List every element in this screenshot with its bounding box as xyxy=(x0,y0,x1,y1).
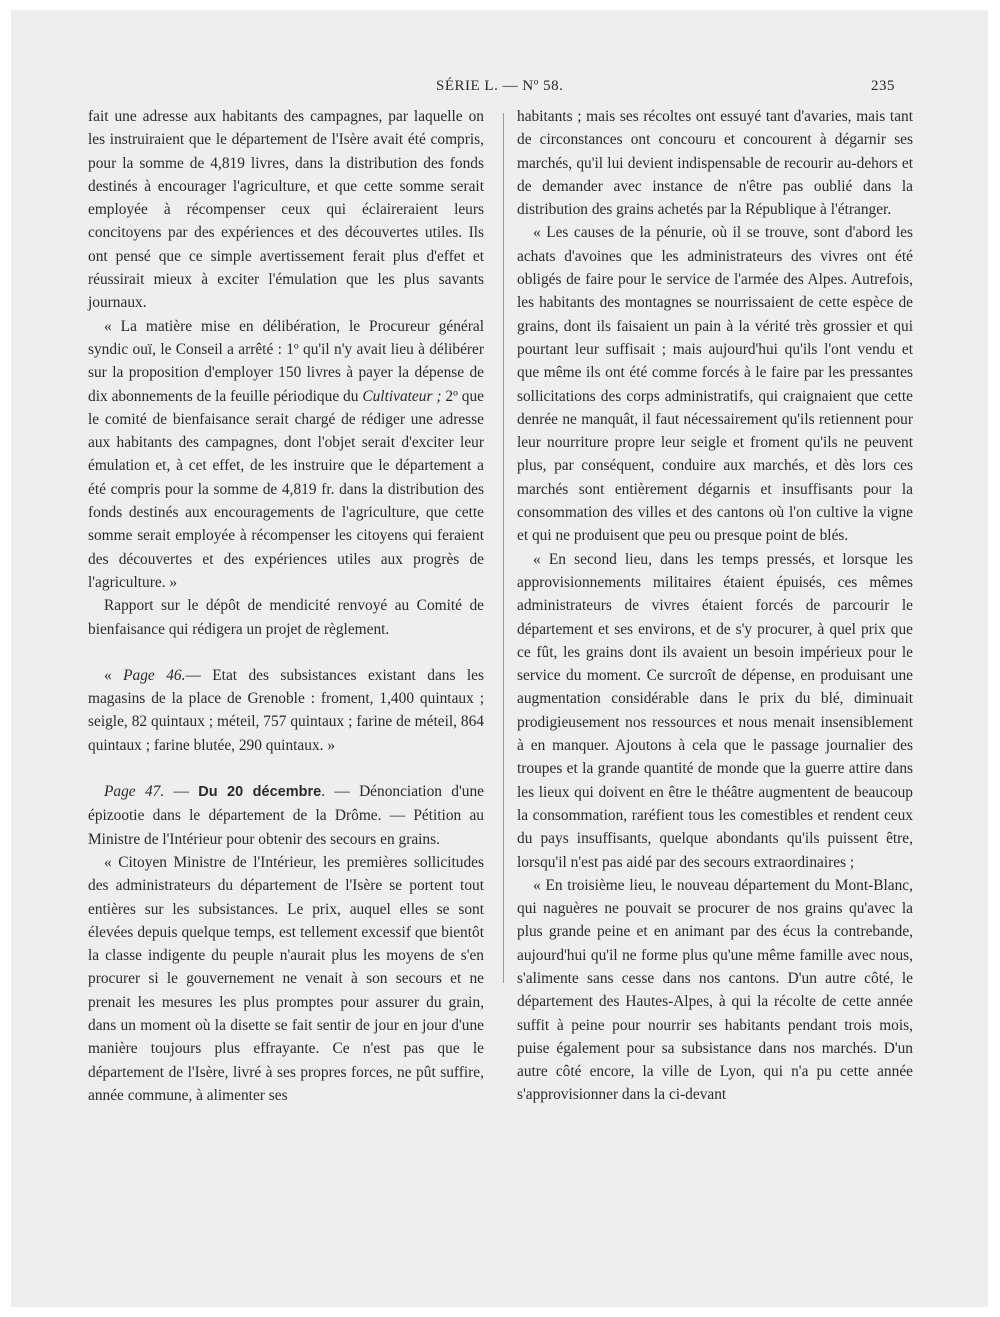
page-reference: Page 47. xyxy=(104,783,165,801)
paragraph xyxy=(88,780,484,851)
text-run: . — Dénonciation d'une épizootie dans le département de la Drôme. — Pétition au Ministre de l'Intérieur pour obtenir des secours en grains. xyxy=(88,783,484,848)
left-column xyxy=(88,105,484,1107)
text-run: « La matière mise en délibération, le Procureur général syndic ouï, le Conseil a arrêté : 1º qu'il n'y avait lieu à délibérer sur la proposition d'employer 150 livres à payer la dépense de dix abonnements de la feuille périodique du xyxy=(88,317,484,405)
page-number: 235 xyxy=(871,78,895,94)
paragraph: Rapport sur le dépôt de mendicité renvoyé au Comité de bienfaisance qui rédigera un projet de règlement. xyxy=(88,597,484,638)
text-run: 2º que le comité de bienfaisance serait chargé de rédiger une adresse aux habitants des campagnes, dont l'objet serait d'exciter leur émulation et, à cet effet, de les instruire que le département a été compris pour la somme de 4,819 fr. dans la distribution des fonds destinés aux encouragements de l'agriculture, que cette somme serait employée à récompenser les citoyens qui feraient des découvertes et des expériences utiles aux progrès de l'agriculture. » xyxy=(88,387,484,591)
text-run: — Etat des subsistances existant dans les magasins de la place de Grenoble : froment, 1,400 quintaux ; seigle, 82 quintaux ; méteil, 757 quintaux ; farine de méteil, 864 quintaux ; farine blutée, 290 quintaux. » xyxy=(88,666,484,754)
text-run: « xyxy=(104,666,124,684)
paragraph: « En troisième lieu, le nouveau département du Mont-Blanc, qui naguères ne pouvait se procurer de nos grains qu'avec la plus grande peine et en animant par des écus la contrebande, aujourd'hui qu'il ne forme plus qu'une même famille avec nous, s'alimente sans cesse dans nos cantons. D'un autre côté, le département des Hautes-Alpes, à qui la récolte de cette année suffit à peine pour nourrir ses habitants pendant trois mois, puise également pour sa subsistance dans nos marchés. D'un autre côté encore, la ville de Lyon, qui n'a pu cette année s'approvisionner dans la ci-devant xyxy=(517,876,913,1104)
running-title: SÉRIE L. — Nº 58. xyxy=(436,78,564,94)
paragraph: « En second lieu, dans les temps pressés, et lorsque les approvisionnements militaires étaient épuisés, ces mêmes administrateurs de vivres étaient forcés de parcourir le département et ses environs, et de s'y procurer, à quel prix que ce fût, les grains dont ils avaient un besoin impérieux pour le service du moment. Ce surcroît de dépense, en produisant une augmentation considérable dans le prix du blé, diminuait prodigieusement nos ressources et nous menait insensiblement à en manquer. Ajoutons à cela que le passage journalier des troupes et la grande quantité de monde que la guerre attire dans les lieux qui doivent en être le théâtre augmentent de beaucoup la consommation, raréfient tous les comestibles et rendent ceux du pays insuffisants, quelque abondants qu'ils puissent être, lorsqu'il n'est pas aidé par des secours extraordinaires ; xyxy=(517,550,913,871)
paragraph: « Citoyen Ministre de l'Intérieur, les premières sollicitudes des administrateurs du département de l'Isère se portent tout entières sur les subsistances. Le prix, auquel elles se sont élevées depuis quelque temps, est tellement excessif que bientôt la classe indigente du peuple n'aurait plus les moyens de s'en procurer si le gouvernement ne venait à son secours et ne prenait les mesures les plus promptes pour assurer du grain, dans un moment où la disette se fait sentir de jour en jour d'une manière toujours plus effrayante. Ce n'est pas que le département de l'Isère, livré à ses propres forces, ne pût suffire, année commune, à alimenter ses xyxy=(88,853,484,1104)
column-divider xyxy=(503,113,504,983)
paragraph xyxy=(88,315,484,595)
paragraph xyxy=(88,664,484,757)
date-heading: Du 20 décembre xyxy=(198,784,322,801)
italic-title: Cultivateur ; xyxy=(362,387,442,405)
text-run: — xyxy=(164,783,199,801)
paragraph: « Les causes de la pénurie, où il se trouve, sont d'abord les achats d'avoines que les administrateurs des vivres ont été obligés de faire pour le service de l'armée des Alpes. Autrefois, les habitants des montagnes se nourrissaient de cette espèce de grains, dont ils faisaient un pain à la vérité très grossier et qui pourtant leur suffisait ; mais aujourd'hui qu'ils l'ont vendu et que même ils ont été comme forcés à le faire par les pressantes sollicitations des corps administratifs, qui craignaient que cette denrée ne manquât, il faut nécessairement qu'ils retiennent pour leur nourriture propre leur seigle et froment qu'ils ne peuvent plus, par conséquent, conduire aux marchés, et dès lors ces marchés sont entièrement dégarnis et insuffisants pour la consommation des villes et des cantons où l'on cultive la vigne et qui ne produisent que peu ou presque point de blés. xyxy=(517,224,913,545)
right-column xyxy=(517,105,913,1107)
scanned-page xyxy=(11,10,988,1307)
paragraph: fait une adresse aux habitants des campagnes, par laquelle on les instruiraient que le département de l'Isère avait été compris, pour la somme de 4,819 livres, dans la distribution des fonds destinés à encourager l'agriculture, et que cette somme serait employée à récompenser ceux qui éclaireraient leurs concitoyens par des expériences et des découvertes utiles. Ils ont pensé que ce simple avertissement ferait plus d'effet et réussirait mieux à exciter l'émulation que les plus savants journaux. xyxy=(88,108,484,312)
page-header xyxy=(11,78,988,102)
paragraph: habitants ; mais ses récoltes ont essuyé tant d'avaries, mais tant de circonstances ont concouru et concourent à dégarnir ses marchés, qu'il lui devient indispensable de recourir au-dehors et de demander avec instance de n'être pas oublié dans la distribution des grains achetés par la République à l'étranger. xyxy=(517,108,913,219)
page-reference: Page 46. xyxy=(123,666,186,684)
